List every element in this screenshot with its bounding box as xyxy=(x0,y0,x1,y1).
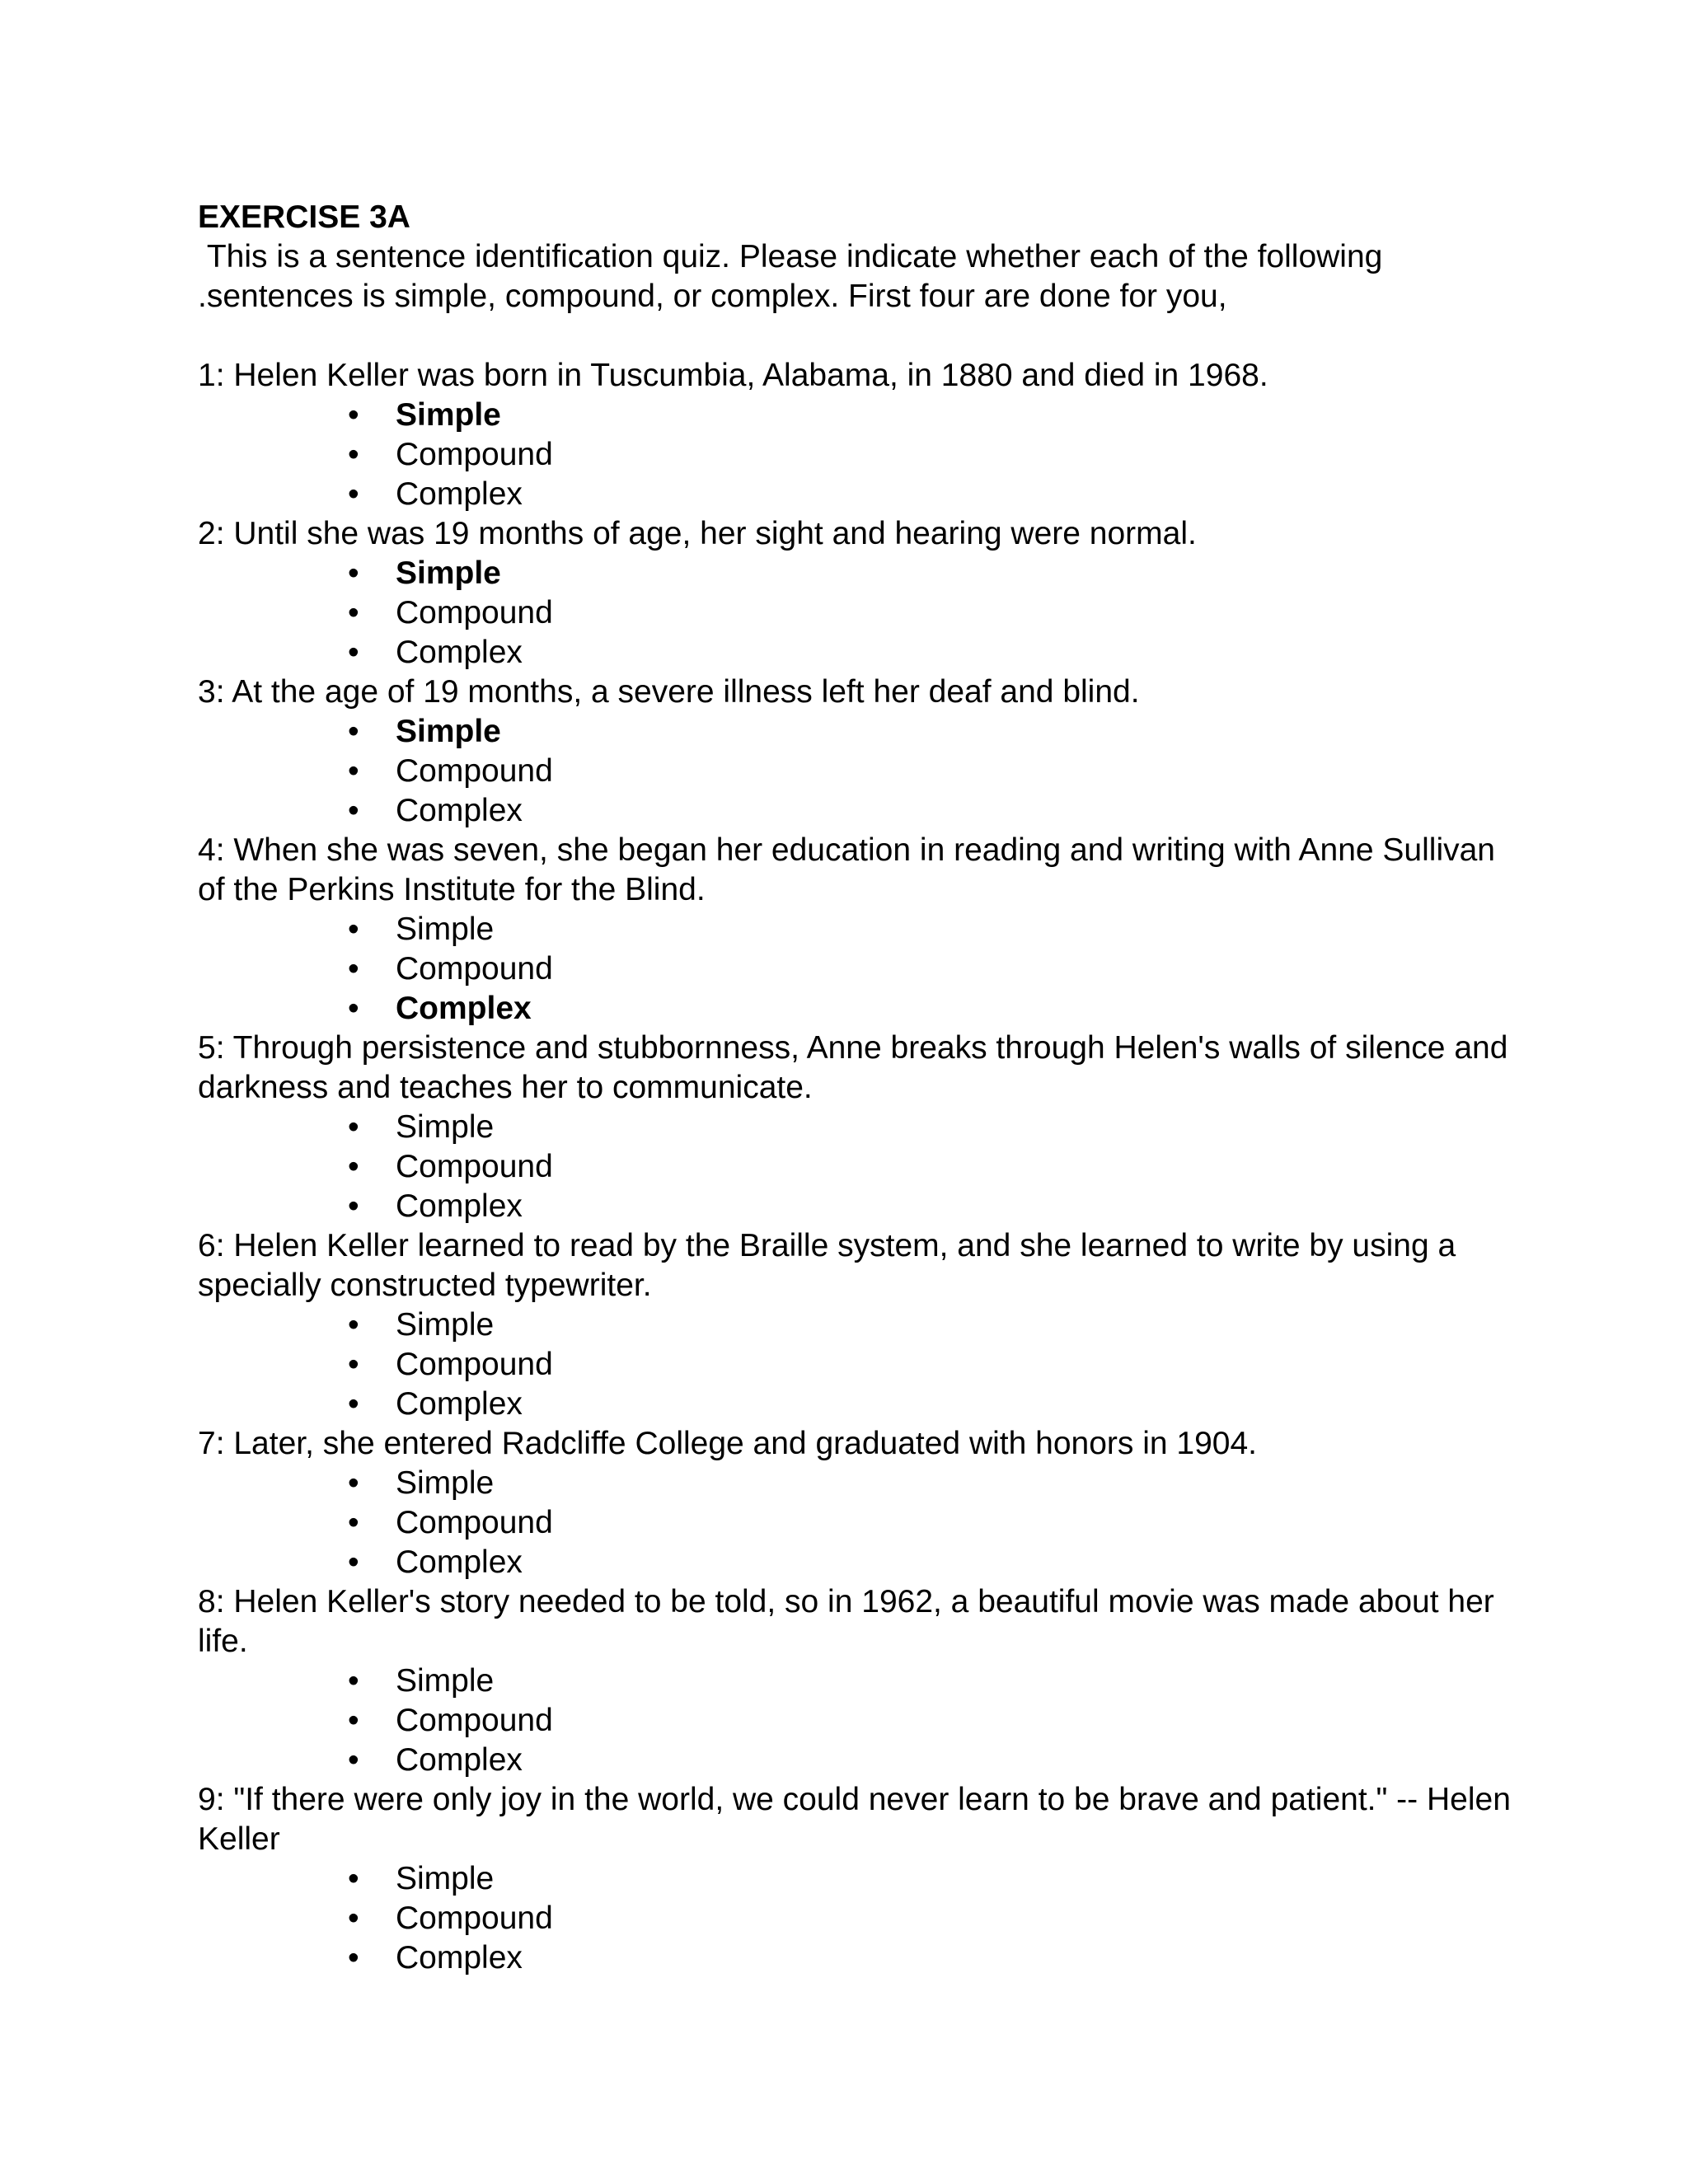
bullet-icon: • xyxy=(348,753,359,789)
question-text: 9: "If there were only joy in the world, we could never learn to be brave and patient." -- Helen Keller xyxy=(198,1782,1511,1857)
bullet-icon: • xyxy=(348,397,359,433)
question-text: 4: When she was seven, she began her education in reading and writing with Anne Sullivan of the Perkins Institute for the Blind. xyxy=(198,832,1495,907)
answer-option-label: Compound xyxy=(396,1505,553,1540)
question-block xyxy=(198,356,1517,514)
answer-option-label: Compound xyxy=(396,595,553,630)
bullet-icon: • xyxy=(348,1742,359,1778)
bullet-icon: • xyxy=(348,1663,359,1699)
bullet-icon: • xyxy=(348,1505,359,1540)
answer-options xyxy=(198,910,1517,1029)
answer-option-label: Simple xyxy=(396,1663,495,1699)
bullet-icon: • xyxy=(348,1347,359,1382)
answer-options xyxy=(198,1108,1517,1226)
answer-option-compound[interactable] xyxy=(198,435,1517,475)
answer-option-label: Simple xyxy=(396,714,501,749)
question-text: 5: Through persistence and stubbornness, Anne breaks through Helen's walls of silence and darkness and teaches her to communicate. xyxy=(198,1030,1508,1105)
answer-option-label: Simple xyxy=(396,1861,495,1896)
bullet-icon: • xyxy=(348,1900,359,1936)
question-block xyxy=(198,1424,1517,1582)
answer-option-label: Complex xyxy=(396,476,523,512)
answer-option-label: Compound xyxy=(396,951,553,987)
bullet-icon: • xyxy=(348,1307,359,1343)
question-block xyxy=(198,1029,1517,1226)
bullet-icon: • xyxy=(348,1940,359,1975)
question-text: 2: Until she was 19 months of age, her sight and hearing were normal. xyxy=(198,516,1197,551)
bullet-icon: • xyxy=(348,912,359,947)
answer-option-label: Compound xyxy=(396,437,553,472)
bullet-icon: • xyxy=(348,714,359,749)
bullet-icon: • xyxy=(348,951,359,987)
answer-option-label: Complex xyxy=(396,1742,523,1778)
question-block xyxy=(198,514,1517,673)
answer-option-complex[interactable] xyxy=(198,1543,1517,1582)
answer-option-label: Complex xyxy=(396,1544,523,1580)
answer-options xyxy=(198,554,1517,673)
question-block xyxy=(198,1582,1517,1780)
answer-option-simple[interactable] xyxy=(198,1661,1517,1701)
bullet-icon: • xyxy=(348,635,359,670)
answer-option-label: Complex xyxy=(396,991,532,1026)
answer-option-compound[interactable] xyxy=(198,752,1517,791)
answer-option-simple[interactable] xyxy=(198,396,1517,435)
answer-option-label: Simple xyxy=(396,555,501,591)
answer-option-complex[interactable] xyxy=(198,1938,1517,1978)
bullet-icon: • xyxy=(348,437,359,472)
answer-option-label: Compound xyxy=(396,753,553,789)
question-block xyxy=(198,1780,1517,1978)
answer-option-compound[interactable] xyxy=(198,1503,1517,1543)
instructions-text: This is a sentence identification quiz. Please indicate whether each of the following .sentences is simple, compound, or complex. First four are done for you, xyxy=(198,239,1392,314)
answer-option-label: Complex xyxy=(396,1386,523,1422)
answer-option-label: Simple xyxy=(396,397,501,433)
answer-option-label: Simple xyxy=(396,1109,495,1145)
answer-option-compound[interactable] xyxy=(198,593,1517,633)
answer-option-simple[interactable] xyxy=(198,1108,1517,1147)
question-block xyxy=(198,1226,1517,1424)
answer-option-complex[interactable] xyxy=(198,475,1517,514)
document-page xyxy=(198,198,1517,1978)
answer-option-simple[interactable] xyxy=(198,554,1517,593)
answer-option-label: Complex xyxy=(396,1940,523,1975)
bullet-icon: • xyxy=(348,476,359,512)
answer-option-simple[interactable] xyxy=(198,712,1517,752)
bullet-icon: • xyxy=(348,1109,359,1145)
answer-option-label: Compound xyxy=(396,1149,553,1184)
question-text: 1: Helen Keller was born in Tuscumbia, Alabama, in 1880 and died in 1968. xyxy=(198,358,1268,393)
answer-options xyxy=(198,1859,1517,1978)
answer-option-compound[interactable] xyxy=(198,1701,1517,1741)
bullet-icon: • xyxy=(348,1465,359,1501)
answer-options xyxy=(198,1305,1517,1424)
answer-option-label: Compound xyxy=(396,1347,553,1382)
question-text: 7: Later, she entered Radcliffe College and graduated with honors in 1904. xyxy=(198,1426,1258,1461)
bullet-icon: • xyxy=(348,1544,359,1580)
answer-option-label: Simple xyxy=(396,1465,495,1501)
answer-option-complex[interactable] xyxy=(198,1385,1517,1424)
question-text: 8: Helen Keller's story needed to be told, so in 1962, a beautiful movie was made about her life. xyxy=(198,1584,1494,1659)
bullet-icon: • xyxy=(348,991,359,1026)
answer-option-label: Complex xyxy=(396,1188,523,1224)
bullet-icon: • xyxy=(348,793,359,828)
answer-option-complex[interactable] xyxy=(198,633,1517,673)
answer-option-complex[interactable] xyxy=(198,791,1517,831)
bullet-icon: • xyxy=(348,1188,359,1224)
answer-option-label: Complex xyxy=(396,793,523,828)
answer-options xyxy=(198,712,1517,831)
bullet-icon: • xyxy=(348,1703,359,1738)
question-block xyxy=(198,673,1517,831)
question-text: 3: At the age of 19 months, a severe illness left her deaf and blind. xyxy=(198,674,1140,710)
answer-option-complex[interactable] xyxy=(198,989,1517,1029)
answer-options xyxy=(198,396,1517,514)
answer-option-complex[interactable] xyxy=(198,1187,1517,1226)
answer-option-label: Complex xyxy=(396,635,523,670)
answer-option-label: Simple xyxy=(396,1307,495,1343)
bullet-icon: • xyxy=(348,1149,359,1184)
answer-option-simple[interactable] xyxy=(198,1859,1517,1899)
answer-option-complex[interactable] xyxy=(198,1741,1517,1780)
answer-option-simple[interactable] xyxy=(198,1464,1517,1503)
bullet-icon: • xyxy=(348,555,359,591)
answer-option-label: Simple xyxy=(396,912,495,947)
question-text: 6: Helen Keller learned to read by the Braille system, and she learned to write by using a specially constructed typewriter. xyxy=(198,1228,1456,1303)
answer-option-simple[interactable] xyxy=(198,1305,1517,1345)
question-block xyxy=(198,831,1517,1029)
bullet-icon: • xyxy=(348,595,359,630)
answer-option-compound[interactable] xyxy=(198,1147,1517,1187)
question-list xyxy=(198,356,1517,1978)
answer-option-compound[interactable] xyxy=(198,949,1517,989)
answer-options xyxy=(198,1661,1517,1780)
answer-option-simple[interactable] xyxy=(198,910,1517,949)
answer-option-label: Compound xyxy=(396,1900,553,1936)
answer-options xyxy=(198,1464,1517,1582)
answer-option-compound[interactable] xyxy=(198,1345,1517,1385)
page-title: EXERCISE 3A xyxy=(198,199,410,235)
answer-option-compound[interactable] xyxy=(198,1899,1517,1938)
answer-option-label: Compound xyxy=(396,1703,553,1738)
bullet-icon: • xyxy=(348,1386,359,1422)
bullet-icon: • xyxy=(348,1861,359,1896)
